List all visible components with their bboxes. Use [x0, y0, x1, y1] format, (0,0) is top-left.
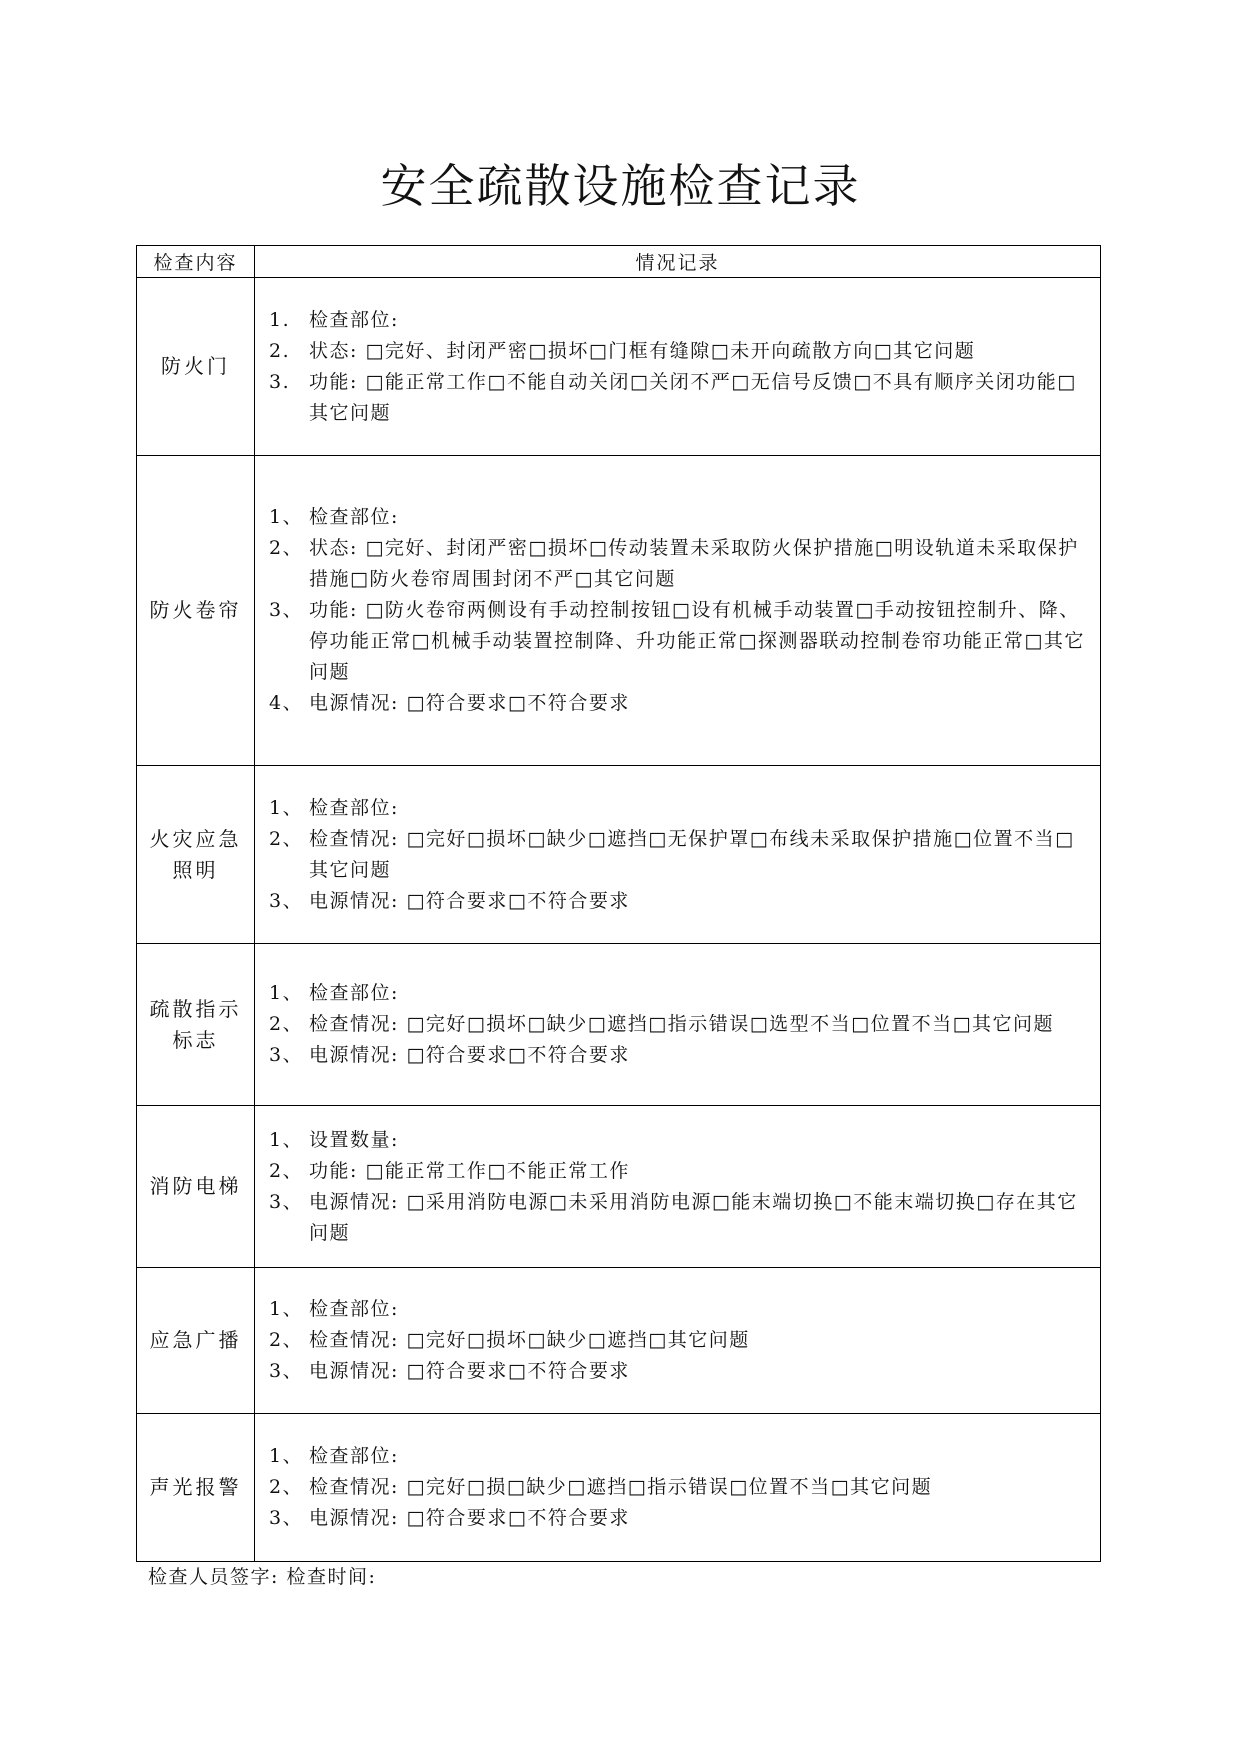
list-item	[269, 1187, 1090, 1249]
item-text: 功能: □防火卷帘两侧设有手动控制按钮□设有机械手动装置□手动按钮控制升、降、停功能正常□机械手动装置控制降、升功能正常□探测器联动控制卷帘功能正常□其它问题	[309, 599, 1085, 683]
item-number: 1、	[269, 506, 304, 528]
item-number: 1、	[269, 1128, 304, 1151]
table-row	[137, 1268, 1101, 1414]
item-text: 电源情况: □符合要求□不符合要求	[309, 1360, 630, 1382]
item-text: 电源情况: □符合要求□不符合要求	[309, 1044, 630, 1066]
list-item	[269, 1009, 1090, 1040]
row-record	[255, 766, 1101, 944]
item-number: 1、	[269, 982, 304, 1004]
item-text: 检查部位:	[309, 1298, 399, 1320]
item-number: 3、	[269, 599, 304, 621]
item-text: 检查部位:	[309, 796, 399, 819]
row-category-emergency-lighting: 火灾应急照明	[137, 766, 255, 944]
item-text: 状态: □完好、封闭严密□损坏□门框有缝隙□未开向疏散方向□其它问题	[309, 339, 976, 362]
item-text: 电源情况: □采用消防电源□未采用消防电源□能末端切换□不能末端切换□存在其它问题	[309, 1190, 1078, 1244]
list-item	[269, 824, 1090, 886]
table-row	[137, 766, 1101, 944]
item-number: 3、	[269, 1190, 304, 1213]
item-number: 4、	[269, 692, 304, 714]
item-text: 功能: □能正常工作□不能自动关闭□关闭不严□无信号反馈□不具有顺序关闭功能□其它问题	[309, 370, 1077, 424]
item-text: 检查情况: □完好□损坏□缺少□遮挡□指示错误□选型不当□位置不当□其它问题	[309, 1013, 1055, 1035]
list-item	[269, 305, 1090, 336]
item-number: 3、	[269, 1360, 304, 1382]
list-item	[269, 1294, 1090, 1325]
item-text: 状态: □完好、封闭严密□损坏□传动装置未采取防火保护措施□明设轨道未采取保护措施□防火卷帘周围封闭不严□其它问题	[309, 537, 1079, 590]
item-text: 设置数量:	[309, 1128, 399, 1151]
item-text: 检查部位:	[309, 506, 399, 528]
list-item	[269, 1040, 1090, 1071]
item-number: 2、	[269, 1013, 304, 1035]
row-category-evacuation-signs: 疏散指示标志	[137, 944, 255, 1106]
item-number: 2、	[269, 827, 304, 850]
list-item	[269, 595, 1090, 688]
item-text: 检查部位:	[309, 982, 399, 1004]
row-category-emergency-broadcast: 应急广播	[137, 1268, 255, 1414]
row-category-fire-door: 防火门	[137, 278, 255, 456]
signature-footer: 检查人员签字: 检查时间:	[148, 1566, 377, 1588]
item-number: 2、	[269, 537, 304, 559]
row-record	[255, 944, 1101, 1106]
item-text: 检查情况: □完好□损□缺少□遮挡□指示错误□位置不当□其它问题	[309, 1476, 933, 1498]
row-record	[255, 1106, 1101, 1268]
header-category: 检查内容	[137, 246, 255, 278]
item-text: 检查情况: □完好□损坏□缺少□遮挡□其它问题	[309, 1329, 750, 1351]
table-row	[137, 456, 1101, 766]
item-number: 1.	[269, 308, 291, 331]
inspection-table	[136, 245, 1101, 1562]
row-record	[255, 1414, 1101, 1562]
item-number: 2、	[269, 1476, 304, 1498]
row-category-fire-shutter: 防火卷帘	[137, 456, 255, 766]
row-record	[255, 278, 1101, 456]
item-number: 1、	[269, 1445, 304, 1467]
item-number: 2、	[269, 1159, 304, 1182]
table-row	[137, 944, 1101, 1106]
row-record	[255, 456, 1101, 766]
table-row	[137, 1106, 1101, 1268]
item-number: 2、	[269, 1329, 304, 1351]
list-item	[269, 978, 1090, 1009]
list-item	[269, 688, 1090, 719]
list-item	[269, 1156, 1090, 1187]
list-item	[269, 336, 1090, 367]
list-item	[269, 886, 1090, 917]
item-number: 1、	[269, 1298, 304, 1320]
list-item	[269, 533, 1090, 595]
list-item	[269, 367, 1090, 429]
row-category-alarm: 声光报警	[137, 1414, 255, 1562]
header-record: 情况记录	[255, 246, 1101, 278]
item-number: 3、	[269, 1507, 304, 1529]
list-item	[269, 793, 1090, 824]
item-text: 电源情况: □符合要求□不符合要求	[309, 1507, 630, 1529]
list-item	[269, 1441, 1090, 1472]
table-header-row	[137, 246, 1101, 278]
item-number: 3.	[269, 370, 291, 393]
item-number: 3、	[269, 1044, 304, 1066]
page-title: 安全疏散设施检查记录	[380, 159, 861, 213]
item-text: 检查部位:	[309, 308, 399, 331]
item-text: 检查部位:	[309, 1445, 399, 1467]
item-number: 2.	[269, 339, 291, 362]
item-text: 检查情况: □完好□损坏□缺少□遮挡□无保护罩□布线未采取保护措施□位置不当□其它问题	[309, 827, 1075, 881]
row-record	[255, 1268, 1101, 1414]
table-row	[137, 278, 1101, 456]
list-item	[269, 1356, 1090, 1387]
item-number: 1、	[269, 796, 304, 819]
item-text: 功能: □能正常工作□不能正常工作	[309, 1159, 630, 1182]
list-item	[269, 1325, 1090, 1356]
item-text: 电源情况: □符合要求□不符合要求	[309, 889, 630, 912]
list-item	[269, 1503, 1090, 1534]
table-row	[137, 1414, 1101, 1562]
item-text: 电源情况: □符合要求□不符合要求	[309, 692, 630, 714]
list-item	[269, 1472, 1090, 1503]
list-item	[269, 502, 1090, 533]
item-number: 3、	[269, 889, 304, 912]
row-category-fire-elevator: 消防电梯	[137, 1106, 255, 1268]
list-item	[269, 1125, 1090, 1156]
